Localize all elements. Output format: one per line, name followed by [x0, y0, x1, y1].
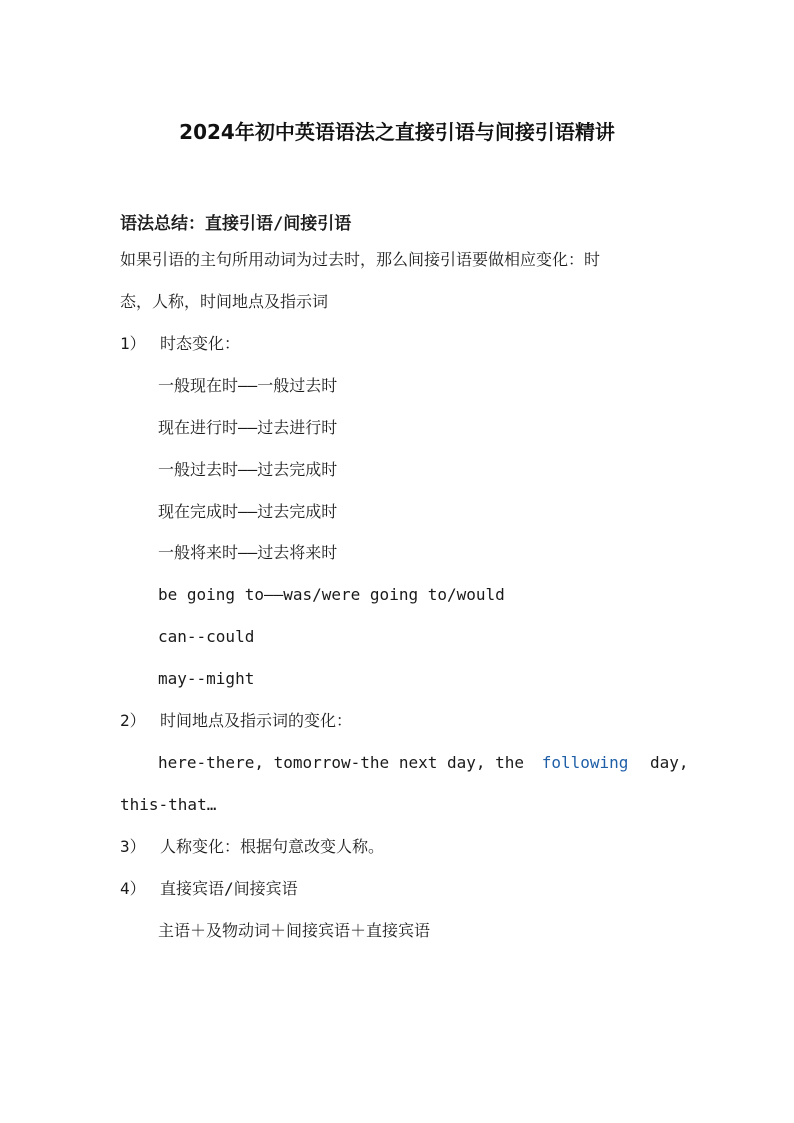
- item-4-label: 直接宾语/间接宾语: [160, 879, 298, 898]
- item-2-label: 时间地点及指示词的变化：: [160, 711, 353, 730]
- tense-change-1: 一般现在时——一般过去时: [158, 376, 338, 395]
- tense-change-7: can--could: [158, 627, 255, 646]
- item-3: [120, 837, 384, 857]
- item-2-line-b: this-that…: [120, 795, 217, 814]
- intro-line-1: 如果引语的主句所用动词为过去时，那么间接引语要做相应变化：时: [120, 250, 601, 269]
- item-2-text-end: day,: [650, 753, 689, 772]
- item-2-line-a: [158, 753, 689, 773]
- tense-change-3: 一般过去时——过去完成时: [158, 460, 338, 479]
- item-4: [120, 879, 298, 899]
- item-3-number: 3）: [120, 837, 146, 856]
- tense-change-8: may--might: [158, 669, 255, 688]
- item-2-text: here-there, tomorrow-the next day, the: [158, 753, 525, 772]
- tense-change-2: 现在进行时——过去进行时: [158, 418, 338, 437]
- item-1-number: 1）: [120, 334, 146, 353]
- item-1: [120, 334, 240, 354]
- item-2-number: 2）: [120, 711, 146, 730]
- tense-change-6: be going to——was/were going to/would: [158, 585, 505, 604]
- item-2: [120, 711, 352, 731]
- item-1-label: 时态变化：: [160, 334, 241, 353]
- item-4-formula: 主语＋及物动词＋间接宾语＋直接宾语: [158, 921, 431, 940]
- item-2-highlight: following: [541, 753, 629, 772]
- item-4-number: 4）: [120, 879, 146, 898]
- section-heading: 语法总结：直接引语/间接引语: [120, 214, 352, 234]
- page-title: 2024年初中英语语法之直接引语与间接引语精讲: [179, 120, 615, 144]
- tense-change-4: 现在完成时——过去完成时: [158, 502, 338, 521]
- tense-change-5: 一般将来时——过去将来时: [158, 543, 338, 562]
- item-3-label: 人称变化：根据句意改变人称。: [160, 837, 385, 856]
- intro-line-2: 态，人称，时间地点及指示词: [120, 292, 329, 311]
